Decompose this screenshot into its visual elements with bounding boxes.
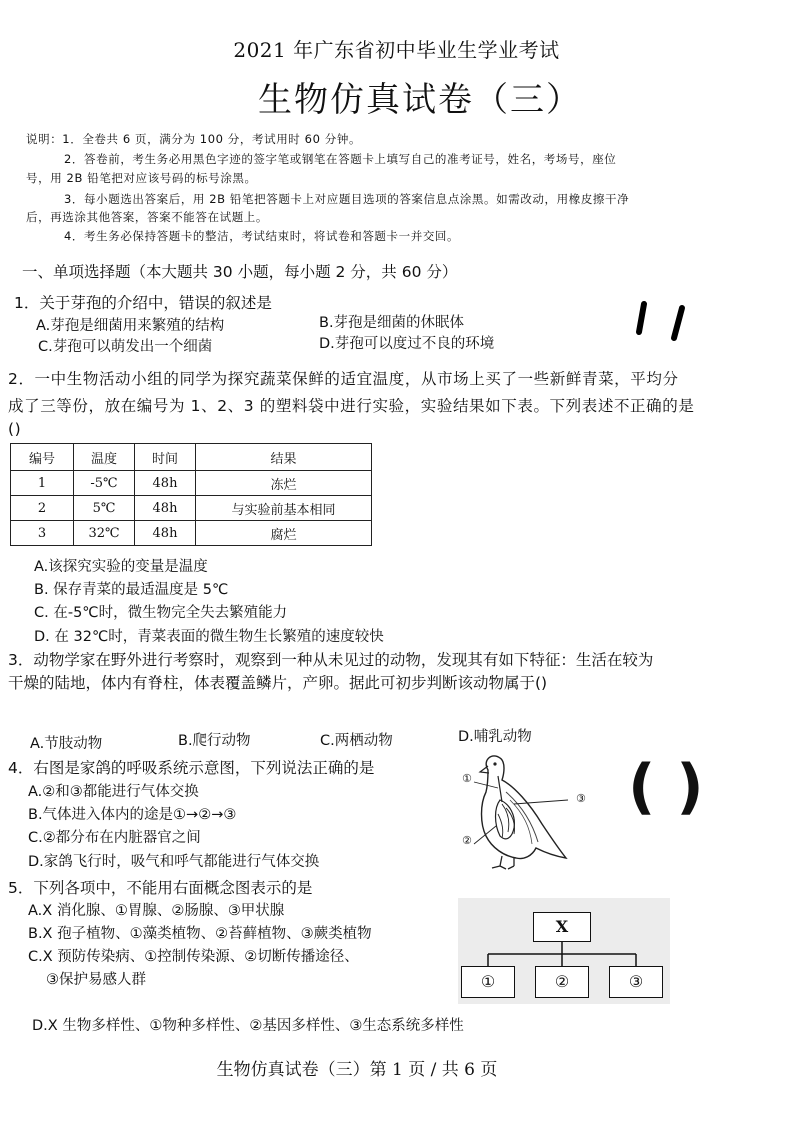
diagram-child-node-3: ③ xyxy=(609,966,663,998)
q2-option-a: A.该探究实验的变量是温度 xyxy=(34,559,208,575)
pigeon-respiratory-figure xyxy=(458,752,570,874)
table-row xyxy=(11,496,372,521)
table-cell: 48h xyxy=(135,521,196,546)
q5-option-a: A.X 消化腺、①胃腺、②肠腺、③甲状腺 xyxy=(28,903,285,919)
q4-option-d: D.家鸽飞行时，吸气和呼气都能进行气体交换 xyxy=(28,854,320,870)
q5-option-c-line-1: C.X 预防传染病、①控制传染源、②切断传播途径、 xyxy=(28,949,359,965)
table-cell: 5℃ xyxy=(74,496,135,521)
table-cell: 1 xyxy=(11,471,74,496)
q4-option-a: A.②和③都能进行气体交换 xyxy=(28,784,199,800)
table-cell: 48h xyxy=(135,471,196,496)
q3-option-b: B.爬行动物 xyxy=(178,733,251,749)
q2-stem-line-3: () xyxy=(8,420,22,438)
q3-option-c: C.两栖动物 xyxy=(320,733,393,749)
page-footer: 生物仿真试卷（三）第 1 页 / 共 6 页 xyxy=(216,1060,498,1080)
q4-option-b: B.气体进入体内的途是①→②→③ xyxy=(28,807,237,823)
figure-label-1: ① xyxy=(462,772,472,785)
paper-title: 生物仿真试卷（三） xyxy=(258,80,582,120)
q1-option-c: C.芽孢可以萌发出一个细菌 xyxy=(38,339,213,355)
q2-option-b: B. 保存青菜的最适温度是 5℃ xyxy=(34,582,229,598)
q2-option-d: D. 在 32℃时，青菜表面的微生物生长繁殖的速度较快 xyxy=(34,629,384,645)
q1-stem: 1．关于芽孢的介绍中，错误的叙述是 xyxy=(14,294,272,312)
table-header-cell: 编号 xyxy=(11,444,74,471)
concept-diagram xyxy=(458,898,670,1004)
q5-option-c-line-2: ③保护易感人群 xyxy=(46,972,146,988)
instruction-line-6: 4．考生务必保持答题卡的整洁，考试结束时，将试卷和答题卡一并交回。 xyxy=(64,229,460,243)
table-cell: 3 xyxy=(11,521,74,546)
answer-parentheses: ( ) xyxy=(628,752,704,822)
table-cell: 冻烂 xyxy=(196,471,372,496)
exam-title: 2021 年广东省初中毕业生学业考试 xyxy=(233,38,560,62)
q3-stem-line-1: 3．动物学家在野外进行考察时，观察到一种从未见过的动物，发现其有如下特征：生活在较为 xyxy=(8,651,654,669)
table-header-cell: 温度 xyxy=(74,444,135,471)
instruction-line-3: 号，用 2B 铅笔把对应该号码的标号涂黑。 xyxy=(26,171,257,185)
q2-stem-line-1: 2．一中生物活动小组的同学为探究蔬菜保鲜的适宜温度，从市场上买了一些新鲜青菜，平均分 xyxy=(8,370,679,388)
q2-option-c: C. 在-5℃时，微生物完全失去繁殖能力 xyxy=(34,605,288,621)
table-header-cell: 结果 xyxy=(196,444,372,471)
diagram-child-node-1: ① xyxy=(461,966,515,998)
q3-stem-line-2: 干燥的陆地，体内有脊柱，体表覆盖鳞片，产卵。据此可初步判断该动物属于() xyxy=(8,674,548,692)
table-cell: 48h xyxy=(135,496,196,521)
q5-option-b: B.X 孢子植物、①藻类植物、②苔藓植物、③蕨类植物 xyxy=(28,926,372,942)
q4-option-c: C.②都分布在内脏器官之间 xyxy=(28,830,201,846)
section-title: 一、单项选择题（本大题共 30 小题，每小题 2 分，共 60 分） xyxy=(22,263,458,281)
diagram-root-node: X xyxy=(533,912,591,942)
table-cell: 腐烂 xyxy=(196,521,372,546)
q2-result-table xyxy=(10,443,372,546)
table-row xyxy=(11,471,372,496)
q1-option-d: D.芽孢可以度过不良的环境 xyxy=(319,336,495,352)
table-cell: 与实验前基本相同 xyxy=(196,496,372,521)
q3-option-a: A.节肢动物 xyxy=(30,736,103,752)
table-header-cell: 时间 xyxy=(135,444,196,471)
q3-option-d: D.哺乳动物 xyxy=(458,729,532,745)
table-row xyxy=(11,521,372,546)
instruction-line-2: 2．答卷前，考生务必用黑色字迹的签字笔或钢笔在答题卡上填写自己的准考证号，姓名，考场号，座位 xyxy=(64,152,617,166)
diagram-child-node-2: ② xyxy=(535,966,589,998)
table-cell: -5℃ xyxy=(74,471,135,496)
table-cell: 2 xyxy=(11,496,74,521)
table-cell: 32℃ xyxy=(74,521,135,546)
handwritten-mark xyxy=(628,298,690,344)
q1-option-a: A.芽孢是细菌用来繁殖的结构 xyxy=(36,318,225,334)
table-header-row xyxy=(11,444,372,471)
instruction-line-1: 说明：1．全卷共 6 页，满分为 100 分，考试用时 60 分钟。 xyxy=(26,132,362,146)
figure-label-3: ③ xyxy=(576,792,586,805)
instruction-line-4: 3．每小题选出答案后，用 2B 铅笔把答题卡上对应题目选项的答案信息点涂黑。如需改动，用橡皮擦干净 xyxy=(64,192,630,206)
q4-stem: 4．右图是家鸽的呼吸系统示意图，下列说法正确的是 xyxy=(8,759,375,777)
figure-label-2: ② xyxy=(462,834,472,847)
q2-stem-line-2: 成了三等份，放在编号为 1、2、3 的塑料袋中进行实验，实验结果如下表。下列表述不正确的是 xyxy=(8,397,695,415)
q5-stem: 5．下列各项中，不能用右面概念图表示的是 xyxy=(8,879,313,897)
q1-option-b: B.芽孢是细菌的休眠体 xyxy=(319,315,465,331)
instruction-line-5: 后，再选涂其他答案，答案不能答在试题上。 xyxy=(26,210,268,224)
q5-option-d: D.X 生物多样性、①物种多样性、②基因多样性、③生态系统多样性 xyxy=(32,1018,464,1034)
